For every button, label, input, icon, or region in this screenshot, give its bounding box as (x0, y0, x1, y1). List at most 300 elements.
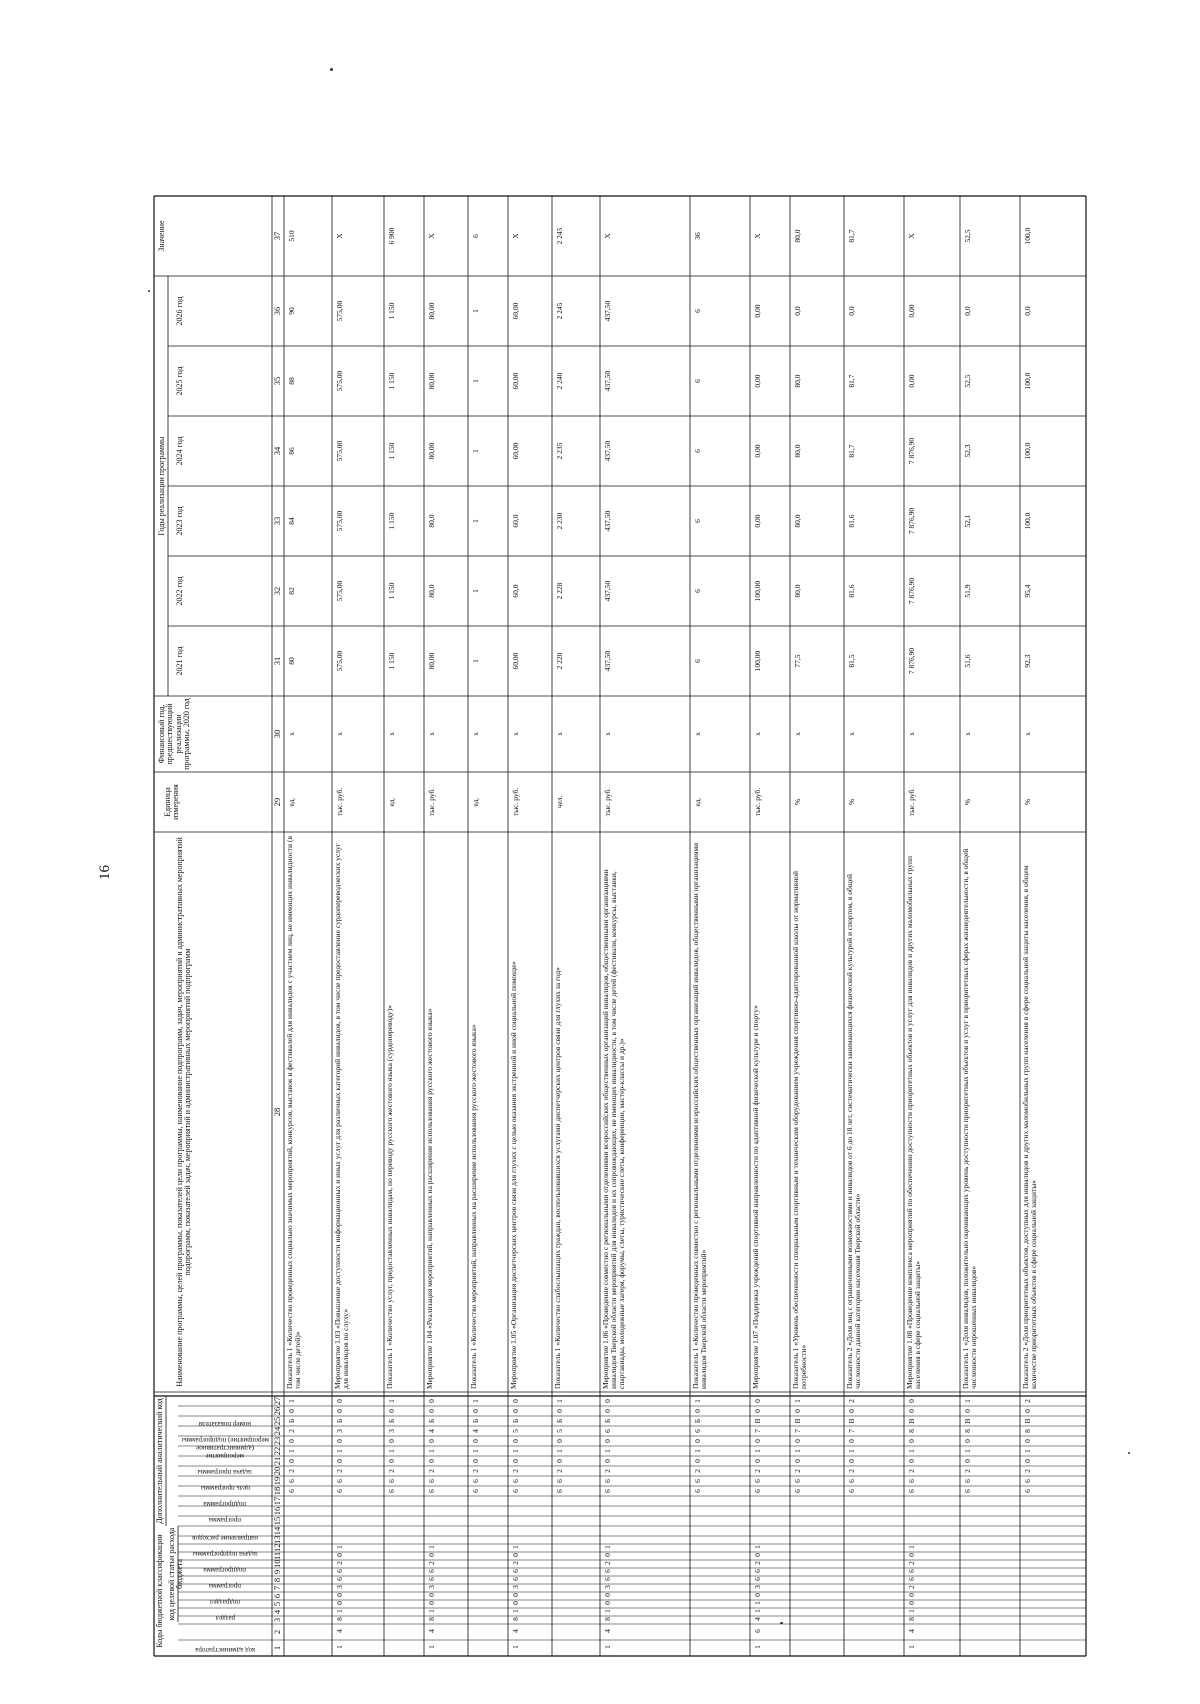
row-unit: % (1023, 798, 1032, 806)
row-total-value: 6 (471, 234, 480, 238)
row-total-value: 2 245 (555, 227, 564, 245)
analytic-code-digit: 6 (693, 1489, 702, 1493)
analytic-code-digit: 0 (511, 1399, 520, 1403)
analytic-code-digit: 0 (335, 1459, 344, 1463)
row-year-value: 6 (693, 589, 702, 593)
analytic-code-digit: 0 (471, 1439, 480, 1443)
header-analytic-group: Дополнительный аналитический код (155, 1398, 164, 1524)
analytic-code-digit: 2 (511, 1469, 520, 1473)
analytic-code-digit: Б (603, 1418, 612, 1424)
analytic-code-digit: 6 (603, 1489, 612, 1493)
row-total-value: Х (907, 233, 916, 239)
budget-code-digit: 0 (335, 1601, 344, 1605)
row-year-value: 0,0 (1023, 306, 1032, 316)
row-total-value: 81,7 (847, 229, 856, 243)
row-year-value: 80,0 (793, 514, 802, 528)
row-year-value: 1 150 (387, 582, 396, 600)
analytic-code-digit: 1 (287, 1399, 296, 1403)
column-number: 31 (272, 656, 282, 666)
budget-code-digit: 1 (427, 1545, 436, 1549)
row-year-value: 0,00 (753, 514, 762, 528)
row-year-value: 84 (287, 517, 296, 525)
column-number: 17 (272, 1496, 282, 1506)
row-unit: ед. (287, 797, 296, 807)
row-name: Мероприятие 1.03 «Повышение доступности информационных и иных услуг для различных категорий инвалидов, в том числе предоставление сурдопереводческих услуг для инвалидов по слуху» (333, 843, 351, 1389)
row-unit: % (847, 798, 856, 806)
analytic-code-digit: 6 (387, 1489, 396, 1493)
analytic-code-digit: 0 (693, 1439, 702, 1443)
analytic-code-digit: 1 (603, 1449, 612, 1453)
analytic-code-digit: 3 (387, 1429, 396, 1433)
row-unit: ед. (471, 797, 480, 807)
row-unit: тыс. руб. (511, 787, 520, 817)
row-year-value: 1 (471, 449, 480, 453)
row-year-value: 60,00 (511, 442, 520, 460)
budget-code-digit: 1 (753, 1601, 762, 1605)
row-year-value: 92,3 (1023, 654, 1032, 668)
header-podprogramma-a: подпрограмма (203, 1500, 247, 1508)
row-total-value: 510 (287, 230, 296, 242)
budget-code-digit: 6 (603, 1569, 612, 1573)
row-year-value: 0,00 (753, 444, 762, 458)
budget-code-digit: 0 (603, 1601, 612, 1605)
analytic-code-digit: 6 (335, 1489, 344, 1493)
scan-speck (1128, 1452, 1130, 1454)
budget-code-digit: 1 (753, 1545, 762, 1549)
analytic-code-digit: 2 (1023, 1469, 1032, 1473)
row-year-value: 100,00 (753, 580, 762, 602)
column-number: 8 (272, 1577, 282, 1583)
budget-code-digit: 4 (427, 1629, 436, 1633)
row-fin-year: х (963, 732, 972, 736)
analytic-code-digit: Б (287, 1418, 296, 1424)
budget-code-digit: 1 (335, 1609, 344, 1613)
row-year-value: 80,0 (793, 374, 802, 388)
budget-code-digit: 6 (335, 1577, 344, 1581)
analytic-code-digit: 0 (387, 1409, 396, 1413)
column-number: 11 (272, 1551, 282, 1560)
budget-code-digit: 0 (907, 1601, 916, 1605)
row-year-value: 575,00 (335, 300, 344, 322)
analytic-code-digit: 3 (335, 1429, 344, 1433)
column-number: 32 (272, 586, 282, 596)
analytic-code-digit: 2 (287, 1469, 296, 1473)
analytic-code-digit: 6 (603, 1479, 612, 1483)
analytic-code-digit: 2 (1023, 1399, 1032, 1403)
budget-code-digit: 4 (907, 1629, 916, 1633)
budget-code-digit: 1 (335, 1545, 344, 1549)
analytic-code-digit: 0 (963, 1439, 972, 1443)
budget-code-digit: 0 (511, 1593, 520, 1597)
budget-code-digit: 2 (907, 1585, 916, 1589)
row-fin-year: х (907, 732, 916, 736)
analytic-code-digit: В (1023, 1418, 1032, 1424)
analytic-code-digit: 7 (847, 1429, 856, 1433)
analytic-code-digit: 6 (511, 1479, 520, 1483)
row-year-value: 7 876,90 (907, 577, 916, 605)
row-year-value: 82 (287, 587, 296, 595)
analytic-code-digit: В (847, 1418, 856, 1424)
budget-code-digit: 3 (427, 1585, 436, 1589)
budget-code-digit: 3 (511, 1585, 520, 1589)
analytic-code-digit: 2 (387, 1469, 396, 1473)
budget-code-digit: 1 (753, 1609, 762, 1613)
analytic-code-digit: 0 (287, 1439, 296, 1443)
row-year-value: 7 876,90 (907, 437, 916, 465)
analytic-code-digit: 0 (511, 1439, 520, 1443)
row-name: Мероприятие 1.06 «Проведение совместно с региональными отделениями всероссийских общественных организаций инвалидов, общественными организациями инвалидов Тверской области мероприятий для инвалидов и их сопровождающих, не имеющих инвалидности, в том числе детей (фестивали, конкурсы, выставки, спартакиады, молодежные лагеря, форумы, слеты, туристические слеты, конференции, мастер-классы и др.)» (601, 869, 627, 1389)
analytic-code-digit: 1 (387, 1399, 396, 1403)
analytic-code-digit: 0 (963, 1459, 972, 1463)
row-year-value: 1 (471, 659, 480, 663)
budget-code-digit: 0 (511, 1601, 520, 1605)
analytic-code-digit: 0 (471, 1459, 480, 1463)
analytic-code-digit: 0 (335, 1439, 344, 1443)
header-zadacha-programmy: задача программы (197, 1468, 253, 1476)
row-year-value: 100,00 (753, 650, 762, 672)
row-year-value: 60,00 (511, 372, 520, 390)
budget-code-digit: 3 (335, 1585, 344, 1589)
budget-code-digit: 1 (511, 1609, 520, 1613)
analytic-code-digit: 1 (555, 1399, 564, 1403)
row-year-value: 2 220 (555, 652, 564, 670)
analytic-code-digit: 0 (753, 1399, 762, 1403)
analytic-code-digit: 7 (793, 1429, 802, 1433)
analytic-code-digit: 1 (693, 1399, 702, 1403)
analytic-code-digit: 6 (847, 1489, 856, 1493)
analytic-code-digit: Б (427, 1418, 436, 1424)
analytic-code-digit: 1 (963, 1449, 972, 1453)
budget-code-digit: 1 (427, 1609, 436, 1613)
row-unit: тыс. руб. (335, 787, 344, 817)
header-programma: программа (208, 1582, 242, 1590)
analytic-code-digit: 0 (753, 1459, 762, 1463)
analytic-code-digit: 2 (427, 1469, 436, 1473)
header-2021: 2021 год (175, 646, 184, 676)
analytic-code-digit: 8 (963, 1429, 972, 1433)
analytic-code-digit: 0 (693, 1409, 702, 1413)
analytic-code-digit: 6 (335, 1479, 344, 1483)
row-fin-year: х (287, 732, 296, 736)
budget-code-digit: 8 (335, 1617, 344, 1621)
analytic-code-digit: 0 (907, 1459, 916, 1463)
analytic-code-digit: 1 (963, 1399, 972, 1403)
row-year-value: 0,00 (753, 374, 762, 388)
row-year-value: 6 (693, 449, 702, 453)
budget-code-digit: 1 (511, 1545, 520, 1549)
row-year-value: 60,00 (511, 302, 520, 320)
budget-code-digit: 2 (511, 1561, 520, 1565)
row-year-value: 437,50 (603, 580, 612, 602)
analytic-code-digit: 2 (555, 1469, 564, 1473)
header-2024: 2024 год (175, 436, 184, 466)
analytic-code-digit: Б (511, 1418, 520, 1424)
analytic-code-digit: 0 (1023, 1409, 1032, 1413)
analytic-code-digit: 6 (427, 1489, 436, 1493)
analytic-code-digit: 6 (907, 1479, 916, 1483)
row-year-value: 1 150 (387, 442, 396, 460)
analytic-code-digit: 1 (387, 1449, 396, 1453)
analytic-code-digit: 2 (753, 1469, 762, 1473)
budget-code-digit: 6 (427, 1569, 436, 1573)
row-year-value: 2 240 (555, 372, 564, 390)
row-year-value: 60,00 (511, 652, 520, 670)
analytic-code-digit: 6 (847, 1479, 856, 1483)
budget-code-digit: 4 (335, 1629, 344, 1633)
analytic-code-digit: В (963, 1418, 972, 1424)
analytic-code-digit: 1 (335, 1449, 344, 1453)
row-unit: % (793, 798, 802, 806)
row-unit: тыс. руб. (753, 787, 762, 817)
row-fin-year: х (387, 732, 396, 736)
row-year-value: 437,50 (603, 370, 612, 392)
row-year-value: 2 228 (555, 582, 564, 600)
analytic-code-digit: 6 (693, 1479, 702, 1483)
header-2022: 2022 год (175, 576, 184, 606)
analytic-code-digit: 6 (555, 1489, 564, 1493)
budget-code-digit: 4 (603, 1629, 612, 1633)
row-fin-year: х (511, 732, 520, 736)
analytic-code-digit: 6 (427, 1479, 436, 1483)
analytic-code-digit: 0 (907, 1409, 916, 1413)
analytic-code-digit: 0 (1023, 1439, 1032, 1443)
analytic-code-digit: 6 (287, 1479, 296, 1483)
row-total-value: 80,0 (793, 229, 802, 243)
analytic-code-digit: 4 (427, 1429, 436, 1433)
analytic-code-digit: В (907, 1418, 916, 1424)
column-number: 6 (272, 1593, 282, 1599)
budget-code-digit: 1 (753, 1645, 762, 1649)
budget-code-digit: 8 (907, 1617, 916, 1621)
analytic-code-digit: 0 (847, 1439, 856, 1443)
row-year-value: 80 (287, 657, 296, 665)
row-year-value: 81,5 (847, 654, 856, 668)
analytic-code-digit: В (753, 1418, 762, 1424)
row-year-value: 80,00 (427, 442, 436, 460)
analytic-code-digit: 0 (907, 1399, 916, 1403)
row-name: Мероприятие 1.08 «Проведение комплекса мероприятий по обеспечению доступности приоритетных объектов и услуг для инвалидов и других маломобильных групп населения в сфере социальной защиты» (905, 856, 923, 1389)
header-codes-group: Коды бюджетной классификации (155, 1534, 164, 1648)
row-year-value: 2 230 (555, 512, 564, 530)
analytic-code-digit: 1 (511, 1449, 520, 1453)
column-number: 35 (272, 376, 282, 386)
row-fin-year: х (335, 732, 344, 736)
row-year-value: 80,00 (427, 302, 436, 320)
row-total-value: Х (511, 233, 520, 239)
analytic-code-digit: 0 (427, 1409, 436, 1413)
row-year-value: 100,0 (1023, 442, 1032, 460)
budget-code-digit: 0 (753, 1593, 762, 1597)
scan-speck (148, 290, 150, 292)
header-podprogramma: подпрограмма (203, 1566, 247, 1574)
row-year-value: 1 (471, 379, 480, 383)
analytic-code-digit: 6 (793, 1489, 802, 1493)
analytic-code-digit: 0 (603, 1459, 612, 1463)
header-budget-group: код целевой статьи расхода бюджета (167, 1527, 185, 1621)
row-year-value: 90 (287, 307, 296, 315)
row-unit: тыс. руб. (427, 787, 436, 817)
row-name: Мероприятие 1.04 «Реализация мероприятий, направленных на расширение использования русского жестового языка» (425, 1008, 434, 1389)
analytic-code-digit: 0 (287, 1459, 296, 1463)
column-number: 27 (272, 1396, 282, 1406)
analytic-code-digit: 0 (511, 1409, 520, 1413)
row-year-value: 0,0 (963, 306, 972, 316)
analytic-code-digit: 0 (847, 1459, 856, 1463)
column-number: 29 (272, 797, 282, 807)
row-total-value: 52,5 (963, 229, 972, 243)
row-year-value: 52,5 (963, 374, 972, 388)
budget-code-digit: 8 (427, 1617, 436, 1621)
column-number: 9 (272, 1569, 282, 1575)
analytic-code-digit: 1 (693, 1449, 702, 1453)
analytic-code-digit: 0 (753, 1409, 762, 1413)
analytic-code-digit: 2 (907, 1469, 916, 1473)
analytic-code-digit: 2 (693, 1469, 702, 1473)
analytic-code-digit: 1 (287, 1449, 296, 1453)
column-number: 18 (272, 1486, 282, 1496)
analytic-code-digit: 5 (555, 1429, 564, 1433)
budget-code-digit: 0 (427, 1553, 436, 1557)
budget-code-digit: 0 (603, 1553, 612, 1557)
budget-code-digit: 6 (511, 1577, 520, 1581)
analytic-code-digit: 6 (603, 1429, 612, 1433)
row-unit: % (963, 798, 972, 806)
row-year-value: 80,0 (427, 584, 436, 598)
row-total-value: Х (427, 233, 436, 239)
analytic-code-digit: 6 (287, 1489, 296, 1493)
analytic-code-digit: 0 (335, 1409, 344, 1413)
row-name: Показатель 2 «Доля приоритетных объектов, доступных для инвалидов и других маломобильных групп населения в сфере социальной защиты населения, в общем количестве приоритетных объектов в сфере социальной защиты» (1021, 865, 1039, 1389)
row-year-value: 51,9 (963, 584, 972, 598)
row-fin-year: х (693, 732, 702, 736)
budget-code-digit: 6 (603, 1577, 612, 1581)
row-year-value: 100,0 (1023, 512, 1032, 530)
rotated-table-sheet (154, 52, 1106, 1656)
analytic-code-digit: 6 (693, 1429, 702, 1433)
analytic-code-digit: 1 (1023, 1449, 1032, 1453)
column-number: 3 (272, 1617, 282, 1623)
analytic-code-digit: 0 (387, 1439, 396, 1443)
row-year-value: 6 (693, 519, 702, 523)
row-name: Показатель 1 «Количество проведенных совместно с региональными отделениями всероссийских общественных организаций инвалидов, общественными организациями инвалидов Тверской области мероприятий» (691, 842, 709, 1389)
budget-code-digit: 8 (603, 1617, 612, 1621)
analytic-code-digit: 1 (793, 1449, 802, 1453)
row-name: Мероприятие 1.07 «Поддержка учреждений спортивной направленности по адаптивной физической культуре и спорту» (751, 1005, 760, 1389)
analytic-code-digit: 0 (511, 1459, 520, 1463)
column-number: 28 (272, 1107, 282, 1117)
analytic-code-digit: 6 (793, 1479, 802, 1483)
row-year-value: 80,0 (793, 584, 802, 598)
budget-code-digit: 0 (427, 1601, 436, 1605)
budget-code-digit: 0 (603, 1593, 612, 1597)
column-number: 30 (272, 729, 282, 739)
row-year-value: 0,00 (907, 374, 916, 388)
row-year-value: 575,00 (335, 510, 344, 532)
row-unit: тыс. руб. (603, 787, 612, 817)
analytic-code-digit: 2 (793, 1469, 802, 1473)
row-year-value: 0,00 (907, 304, 916, 318)
row-year-value: 81,7 (847, 374, 856, 388)
analytic-code-digit: 0 (603, 1439, 612, 1443)
analytic-code-digit: 1 (555, 1449, 564, 1453)
row-year-value: 437,50 (603, 650, 612, 672)
column-number: 4 (272, 1609, 282, 1615)
analytic-code-digit: 5 (511, 1429, 520, 1433)
row-total-value: Х (335, 233, 344, 239)
row-year-value: 0,00 (753, 304, 762, 318)
header-cel-programmy: цель программы (200, 1484, 250, 1492)
budget-code-digit: 6 (753, 1577, 762, 1581)
row-name: Показатель 1 «Количество услуг, предоставленных инвалидам, по переводу русского жестового языка (сурдопереводу)» (385, 1005, 394, 1389)
row-year-value: 0,0 (847, 306, 856, 316)
row-year-value: 1 150 (387, 512, 396, 530)
column-number: 34 (272, 446, 282, 456)
analytic-code-digit: 0 (427, 1439, 436, 1443)
budget-code-digit: 0 (907, 1593, 916, 1597)
analytic-code-digit: 1 (847, 1449, 856, 1453)
row-year-value: 81,6 (847, 514, 856, 528)
budget-code-digit: 0 (511, 1553, 520, 1557)
row-name: Мероприятие 1.05 «Организация диспетчерских центров связи для глухих с целью оказания экстренной и иной социальной помощи» (509, 961, 518, 1389)
row-year-value: 1 150 (387, 372, 396, 390)
budget-code-digit: 6 (511, 1569, 520, 1573)
budget-code-digit: 4 (753, 1617, 762, 1621)
analytic-code-digit: 0 (471, 1409, 480, 1413)
row-year-value: 88 (287, 377, 296, 385)
budget-code-digit: 6 (907, 1577, 916, 1581)
header-2023: 2023 год (175, 506, 184, 536)
budget-code-digit: 6 (753, 1569, 762, 1573)
budget-code-digit: 1 (603, 1645, 612, 1649)
budget-code-digit: 1 (603, 1609, 612, 1613)
analytic-code-digit: 6 (753, 1479, 762, 1483)
row-name: Показатель 1 «Количество проведенных социально значимых мероприятий, конкурсов, выставок и фестивалей для инвалидов с участием лиц, не имеющих инвалидности (в том числе детей)» (285, 836, 303, 1389)
analytic-code-digit: 1 (907, 1449, 916, 1453)
analytic-code-digit: 0 (693, 1459, 702, 1463)
budget-code-digit: 1 (335, 1645, 344, 1649)
budget-code-digit: 1 (907, 1545, 916, 1549)
row-year-value: 52,1 (963, 514, 972, 528)
column-number: 22 (272, 1446, 282, 1456)
column-number: 12 (272, 1543, 282, 1552)
analytic-code-digit: 1 (753, 1449, 762, 1453)
row-fin-year: х (427, 732, 436, 736)
header-value: Значение (157, 220, 166, 252)
analytic-code-digit: 0 (847, 1409, 856, 1413)
budget-code-digit: 2 (753, 1561, 762, 1565)
row-year-value: 6 (693, 659, 702, 663)
header-nomer-pokazatelya: номер показателя (198, 1420, 252, 1428)
row-name: Показатель 1 «Доля инвалидов, положительно оценивающих уровень доступности приоритетных объектов и услуг в приоритетных сферах жизнедеятельности, в общей численности опрошенных инвалидов» (961, 848, 979, 1389)
analytic-code-digit: 4 (471, 1429, 480, 1433)
row-fin-year: х (471, 732, 480, 736)
column-number: 37 (272, 231, 282, 241)
budget-code-digit: 8 (511, 1617, 520, 1621)
row-fin-year: х (847, 732, 856, 736)
row-unit: чел. (555, 795, 564, 809)
header-2026: 2026 год (175, 296, 184, 326)
column-number: 16 (272, 1506, 282, 1516)
analytic-code-digit: 2 (603, 1469, 612, 1473)
budget-code-digit: 2 (335, 1561, 344, 1565)
analytic-code-digit: 0 (387, 1459, 396, 1463)
analytic-code-digit: 0 (555, 1459, 564, 1463)
header-name: Наименование программы, целей программы, показателей цели программы, наименование подпрограмм, задач, мероприятий и административных мероприятий подпрограмм, показателей задач, мероприятий и административных мероприятий подпрограмм (175, 837, 193, 1387)
row-unit: ед. (693, 797, 702, 807)
budget-code-digit: 0 (335, 1593, 344, 1597)
column-number: 23 (272, 1436, 282, 1446)
budget-code-digit: 0 (753, 1553, 762, 1557)
